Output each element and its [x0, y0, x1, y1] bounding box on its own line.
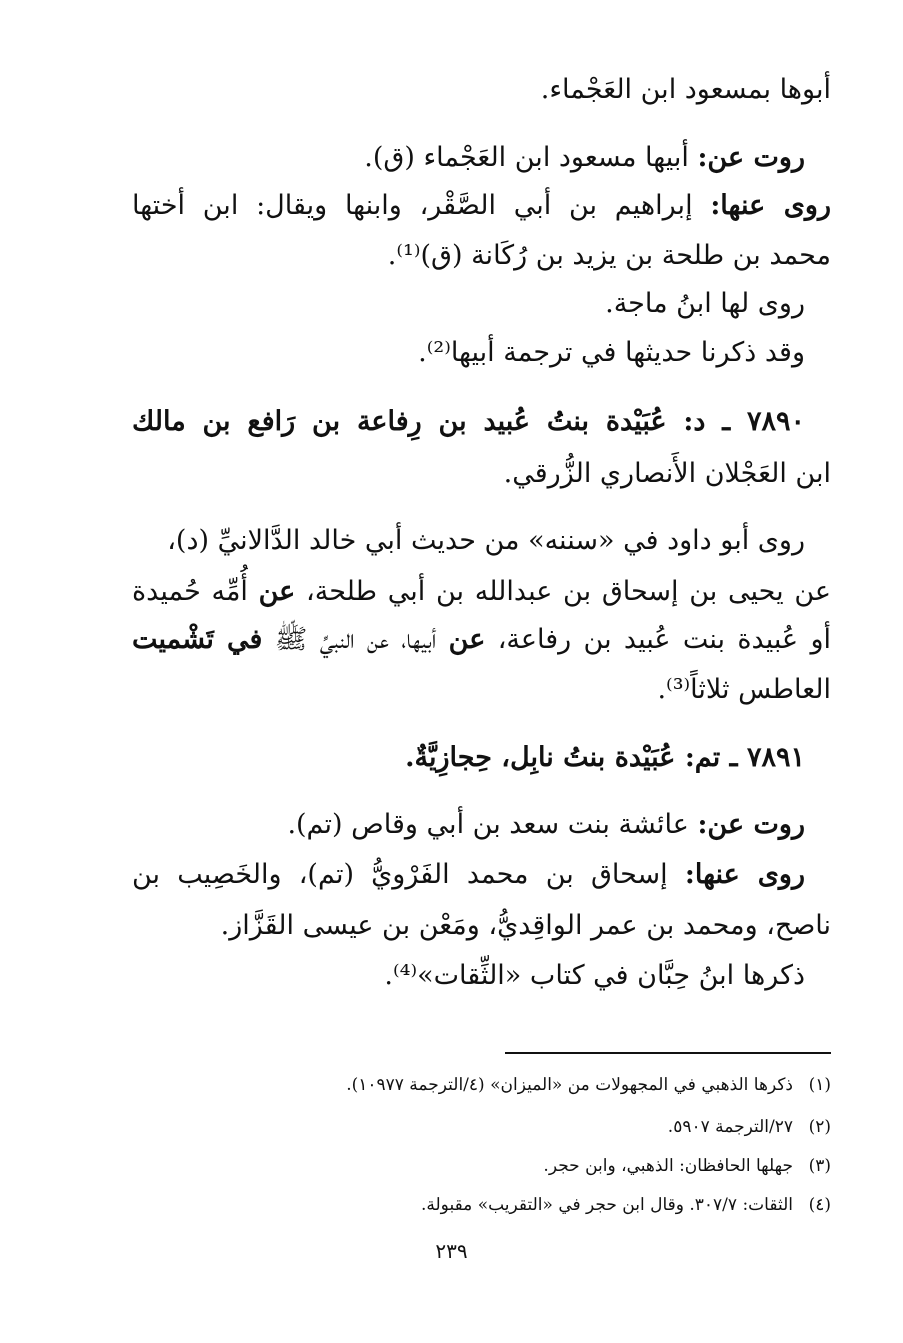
footnote-2: [668, 1114, 831, 1140]
text-line-17-content: ذكرها ابنُ حِبَّان في كتاب «الثِّقات»⁽⁴⁾.: [384, 960, 805, 991]
text-line-3-content: إبراهيم بن أبي الصَّقْر، وابنها ويقال: ابن أختها: [132, 190, 711, 221]
footnote-3-number: (٣): [808, 1156, 831, 1176]
narrated-from-label-2: روت عن:: [697, 809, 805, 840]
footnote-4: [421, 1192, 831, 1218]
page-number: ٢٣٩: [435, 1239, 468, 1263]
text-line-8-content: ابن العَجْلان الأَنصاري الزُّرقي.: [503, 458, 831, 489]
text-line-4-content: محمد بن طلحة بن يزيد بن رُكَانة (ق)⁽¹⁾.: [387, 240, 831, 271]
entry-7891-heading-content: ٧٨٩١ ـ تم: عُبَيْدة بنتُ نابِل، حِجازِيَّةٌ.: [405, 742, 805, 773]
text-line-9-content: روى أبو داود في «سننه» من حديث أبي خالد الدَّالانيِّ (د)،: [167, 525, 805, 556]
text-line-12-content: العاطس ثلاثاً⁽³⁾.: [657, 674, 831, 705]
footnote-1: [346, 1072, 831, 1098]
text-line-6-content: وقد ذكرنا حديثها في ترجمة أبيها⁽²⁾.: [418, 337, 805, 368]
text-line-10-part-b: عن: [258, 576, 296, 607]
text-line-9: [167, 521, 805, 561]
text-line-1-content: أبوها بمسعود ابن العَجْماء.: [540, 74, 831, 105]
text-line-17: [384, 956, 805, 996]
entry-7890-heading-content: ٧٨٩٠ ـ د: عُبَيْدة بنتُ عُبيد بن رِفاعة بن رَافع بن مالك: [132, 406, 805, 437]
entry-7890-heading: [132, 402, 805, 442]
narrated-from-label: روت عن:: [697, 142, 805, 173]
text-line-10-part-c: أُمِّه حُميدة: [132, 576, 259, 607]
footnote-divider: [505, 1052, 831, 1054]
footnote-3-text: جهلها الحافظان: الذهبي، وابن حجر.: [543, 1156, 793, 1176]
footnote-4-text: الثقات: ٣٠٧/٧. وقال ابن حجر في «التقريب» مقبولة.: [420, 1195, 793, 1215]
footnote-4-number: (٤): [808, 1195, 831, 1215]
text-line-14-content: عائشة بنت سعد بن أبي وقاص (تم).: [287, 809, 698, 840]
footnote-1-text: ذكرها الذهبي في المجهولات من «الميزان» (٤/الترجمة ١٠٩٧٧).: [346, 1075, 793, 1095]
footnote-3: [543, 1153, 831, 1179]
text-line-2-content: أبيها مسعود ابن العَجْماء (ق).: [364, 142, 698, 173]
text-line-16: [221, 906, 831, 946]
text-line-14: [287, 805, 805, 845]
text-line-8: [504, 454, 831, 494]
text-line-6: [418, 333, 805, 373]
footnote-2-text: ٢٧/الترجمة ٥٩٠٧.: [667, 1117, 793, 1137]
text-line-11-part-b: عن: [448, 624, 486, 655]
text-line-15: [132, 855, 805, 895]
text-line-11-part-a: أو عُبيدة بنت عُبيد بن رفاعة،: [485, 624, 831, 655]
text-line-16-content: ناصح، ومحمد بن عمر الواقِديُّ، ومَعْن بن عيسى القَزَّاز.: [220, 910, 831, 941]
text-line-11-part-d: في تَشْميت: [132, 624, 263, 655]
text-line-1: [541, 70, 831, 110]
narrated-by-label-2: روى عنها:: [684, 859, 805, 890]
entry-7891-heading: [405, 738, 805, 778]
narrated-by-label: روى عنها:: [710, 190, 831, 221]
text-line-15-content: إسحاق بن محمد الفَرْويُّ (تم)، والخَصِيب بن: [132, 859, 685, 890]
text-line-5-content: روى لها ابنُ ماجة.: [605, 288, 805, 319]
text-line-10: [132, 572, 831, 612]
text-line-5: [605, 284, 805, 324]
text-line-4: [388, 236, 831, 276]
text-line-3: [132, 186, 831, 226]
text-line-11-part-c: أبيها، عن النبيِّ ﷺ: [262, 624, 449, 655]
text-line-2: [364, 138, 805, 178]
text-line-12: [657, 670, 831, 710]
text-line-11: [132, 620, 831, 660]
footnote-2-number: (٢): [808, 1117, 831, 1137]
text-line-10-part-a: عن يحيى بن إسحاق بن عبدالله بن أبي طلحة،: [295, 576, 831, 607]
footnote-1-number: (١): [808, 1075, 831, 1095]
